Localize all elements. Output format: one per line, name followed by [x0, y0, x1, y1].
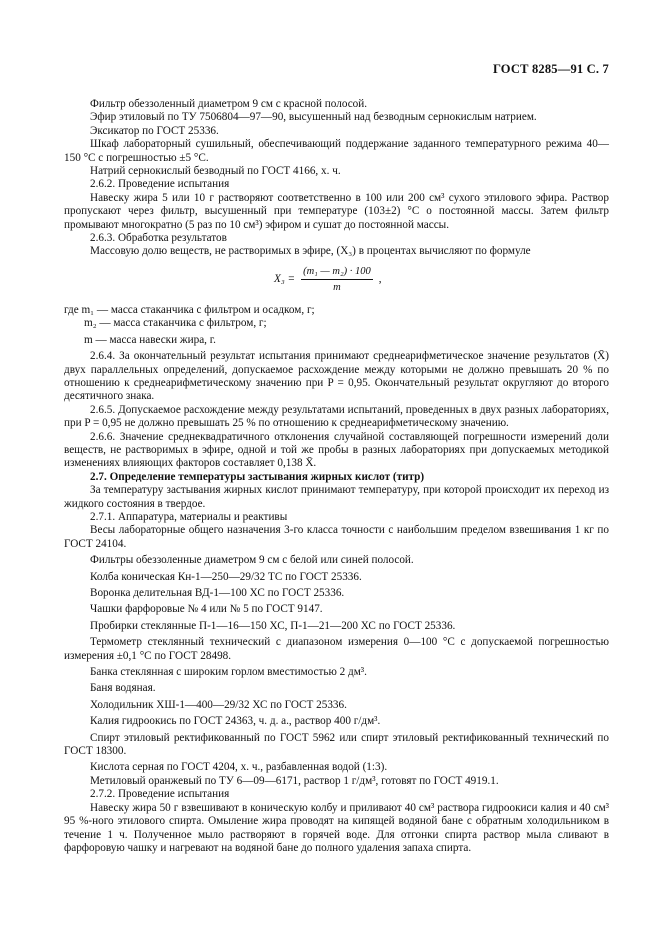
formula-fraction	[301, 265, 373, 295]
paragraph: Навеску жира 50 г взвешивают в коническую колбу и приливают 40 см³ раствора гидроокиси калия и 40 см³ 95 %-ного этилового спирта. Омыление жира проводят на кипящей водяной бане с обратным холодильником в течение 1 ч. Полученное мыло растворяют в горячей воде. Для отгонки спирта раствор мыла сливают в фарфоровую чашку и нагревают на водяной бане до полного удаления запаха спирта.	[64, 801, 609, 854]
formula-block	[64, 261, 609, 301]
paragraph: Навеску жира 5 или 10 г растворяют соответственно в 100 или 200 см³ сухого этилового эфира. Раствор пропускают через фильтр, высушенный при температуре (103±2) °С о постоянной массы. Затем фильтр промывают многократно (5 раз по 10 см³) эфиром и сушат до постоянной массы.	[64, 191, 609, 231]
paragraph: Весы лабораторные общего назначения 3-го класса точности с наибольшим пределом взвешивания 1 кг по ГОСТ 24104.	[64, 524, 609, 550]
paragraph: Банка стеклянная с широким горлом вместимостью 2 дм³.	[90, 666, 367, 679]
formula-numerator: (m₁ — m₂) · 100	[301, 265, 373, 280]
paragraph: Фильтр обеззоленный диаметром 9 см с красной полосой.	[90, 98, 368, 110]
paragraph: Кислота серная по ГОСТ 4204, х. ч., разбавленная водой (1:3).	[90, 761, 388, 774]
paragraph: 2.6.5. Допускаемое расхождение между результатами испытаний, проведенных в двух разных лабораториях, при P = 0,95 не должно превышать 25 % по отношению к среднеарифметическому значению.	[64, 403, 609, 430]
paragraph: Термометр стеклянный технический с диапазоном измерения 0—100 °С с допускаемой погрешностью измерения ±0,1 °С по ГОСТ 28498.	[64, 636, 609, 662]
paragraph: Пробирки стеклянные П-1—16—150 ХС, П-1—21—200 ХС по ГОСТ 25336.	[90, 619, 456, 632]
paragraph: Калия гидроокись по ГОСТ 24363, ч. д. а., раствор 400 г/дм³.	[90, 715, 381, 728]
paragraph: Эфир этиловый по ТУ 7506804—97—90, высушенный над безводным сернокислым натрием.	[90, 111, 537, 124]
paragraph: За температуру застывания жирных кислот принимают температуру, при которой происходит их переход из жидкого состояния в твердое.	[64, 484, 609, 510]
section-heading: 2.6.2. Проведение испытания	[90, 178, 230, 191]
paragraph: Натрий сернокислый безводный по ГОСТ 4166, х. ч.	[90, 165, 341, 178]
paragraph: Шкаф лабораторный сушильный, обеспечивающий поддержание заданного температурного режима 40—150 °С с погрешностью ±5 °С.	[64, 138, 609, 164]
section-heading: 2.7.1. Аппаратура, материалы и реактивы	[90, 510, 288, 523]
paragraph: Метиловый оранжевый по ТУ 6—09—6171, раствор 1 г/дм³, готовят по ГОСТ 4919.1.	[90, 774, 499, 787]
paragraph: Холодильник ХШ-1—400—29/32 ХС по ГОСТ 25336.	[90, 698, 347, 711]
definition-line: где m₁ — масса стаканчика с фильтром и осадком, г;	[64, 303, 315, 316]
definition-line: m₂ — масса стаканчика с фильтром, г;	[84, 317, 267, 330]
formula-trailing: ,	[378, 273, 382, 286]
formula-denominator: m	[333, 282, 341, 294]
paragraph: Баня водяная.	[90, 682, 156, 695]
section-heading: 2.7. Определение температуры застывания жирных кислот (титр)	[90, 470, 425, 483]
section-heading: 2.7.2. Проведение испытания	[90, 788, 230, 801]
formula	[274, 265, 382, 295]
section-heading: 2.6.3. Обработка результатов	[90, 232, 227, 245]
page-header: ГОСТ 8285—91 С. 7	[492, 62, 609, 76]
definition-line: m — масса навески жира, г.	[84, 333, 216, 346]
paragraph: 2.6.6. Значение среднеквадратичного отклонения случайной составляющей погрешности измерений доли веществ, не растворимых в эфире, одной и той же пробы в разных лабораториях при допускаемых методикой изменениях влияющих факторов составляет 0,138 X̄.	[64, 430, 609, 470]
paragraph: Воронка делительная ВД-1—100 ХС по ГОСТ 25336.	[90, 587, 345, 599]
paragraph: Эксикатор по ГОСТ 25336.	[90, 124, 219, 137]
paragraph: 2.6.4. За окончательный результат испытания принимают среднеарифметическое значение результатов (X̄) двух параллельных определений, допускаемое расхождение между которыми не должно превышать 20 % по отношению к среднеарифметическому значению при P = 0,95. Окончательный результат округляют до второго десятичного знака.	[64, 350, 609, 403]
paragraph: Массовую долю веществ, не растворимых в эфире, (X₃) в процентах вычисляют по формуле	[90, 245, 531, 258]
paragraph: Фильтры обеззоленные диаметром 9 см с белой или синей полосой.	[90, 554, 414, 567]
document-body	[64, 98, 609, 855]
paragraph: Чашки фарфоровые № 4 или № 5 по ГОСТ 9147.	[90, 603, 323, 616]
paragraph: Спирт этиловый ректификованный по ГОСТ 5962 или спирт этиловый ректификованный технический по ГОСТ 18300.	[64, 731, 609, 758]
paragraph: Колба коническая Кн-1—250—29/32 ТС по ГОСТ 25336.	[90, 570, 362, 583]
formula-lhs: X₃ =	[274, 273, 296, 286]
